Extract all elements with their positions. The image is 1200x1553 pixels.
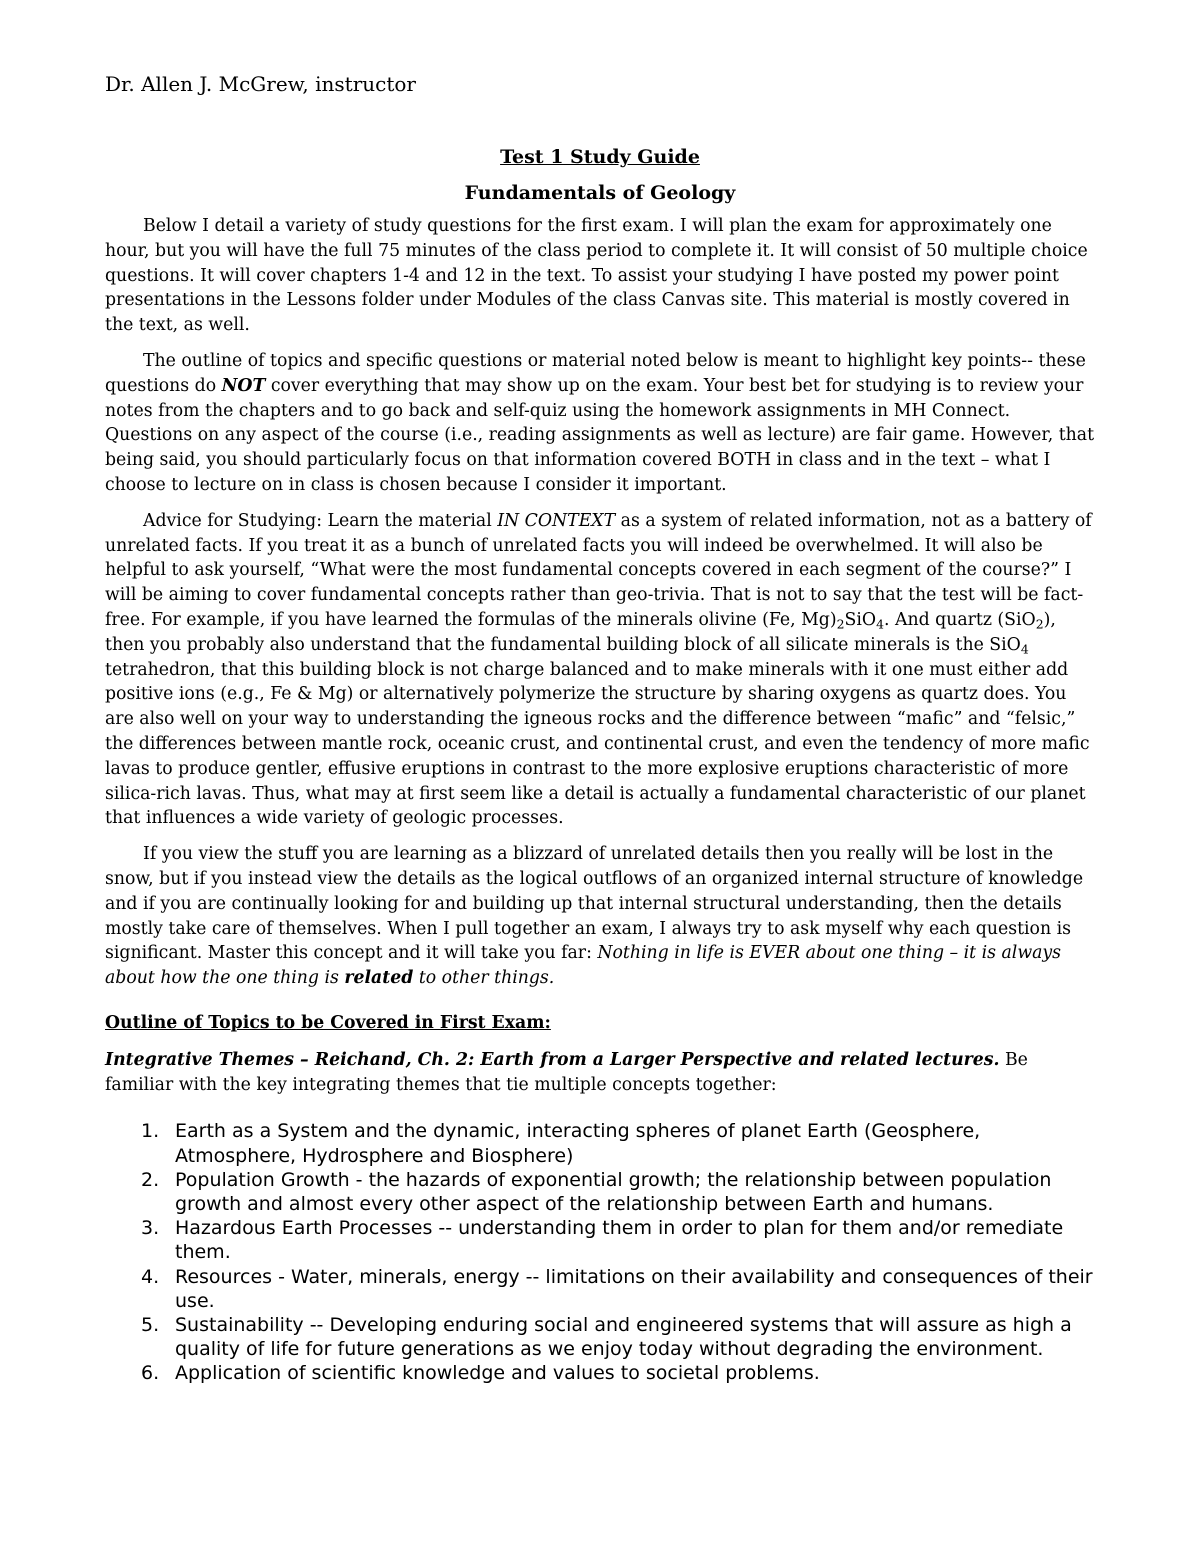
list-item-number: 2.: [141, 1168, 160, 1191]
themes-lead: Integrative Themes – Reichand, Ch. 2: Earth from a Larger Perspective and related lectures.: [105, 1049, 1000, 1070]
paragraph-text: cover everything that may show up on the exam. Your best bet for studying is to review your notes from the chapters and to go back and self-quiz using the homework assignments in MH Connect. Questions on any aspect of the course (i.e., reading assignments as well as lecture) are fair game. However, that being said, you should particularly focus on that information covered BOTH in class and in the text – what I choose to lecture on in class is chosen because I consider it important.: [105, 375, 1095, 495]
list-item-text: Hazardous Earth Processes -- understanding them in order to plan for them and/or remediate them.: [175, 1217, 1064, 1264]
list-item-text: Application of scientific knowledge and values to societal problems.: [175, 1362, 820, 1385]
paragraph-study-advice: [105, 509, 1095, 831]
subscript: 4: [876, 616, 884, 632]
document-subtitle: Fundamentals of Geology: [464, 182, 736, 204]
list-item: [105, 1168, 1095, 1216]
list-item: [105, 1361, 1095, 1385]
list-item-number: 5.: [141, 1313, 160, 1336]
paragraph-text: as a system of related information, not as a battery of unrelated facts. If you treat it as a bunch of unrelated facts you will indeed be overwhelmed. It will also be helpful to ask yourself, “What were the most fundamental concepts covered in each segment of the course?” I will be aiming to cover fundamental concepts rather than geo-trivia. That is not to say that the test will be fact-free. For example, if you have learned the formulas of the minerals olivine (Fe, Mg): [105, 510, 1092, 630]
list-item-text: Earth as a System and the dynamic, interacting spheres of planet Earth (Geosphere, Atmosphere, Hydrosphere and Biosphere): [175, 1120, 981, 1167]
document-title: [105, 144, 1095, 170]
paragraph-text: tetrahedron, that this building block is not charge balanced and to make minerals with it one must either add positive ions (e.g., Fe & Mg) or alternatively polymerize the structure by sharing oxygens as quartz does. You are also well on your way to understanding the igneous rocks and the difference between “mafic” and “felsic,” the differences between mantle rock, oceanic crust, and continental crust, and even the tendency of more mafic lavas to produce gentler, effusive eruptions in contrast to the more explosive eruptions characteristic of more silica-rich lavas. Thus, what may at first seem like a detail is actually a fundamental characteristic of our planet that influences a wide variety of geologic processes.: [105, 659, 1090, 829]
list-item-text: Population Growth - the hazards of exponential growth; the relationship between population growth and almost every other aspect of the relationship between Earth and humans.: [175, 1168, 1052, 1215]
list-item-number: 6.: [141, 1362, 160, 1385]
instructor-line: Dr. Allen J. McGrew, instructor: [105, 72, 416, 96]
paragraph-text: Advice for Studying: Learn the material: [143, 510, 498, 531]
paragraph-outline-purpose: [105, 349, 1095, 498]
outline-heading: Outline of Topics to be Covered in First Exam:: [105, 1012, 551, 1033]
list-item: [105, 1265, 1095, 1313]
emphasis-related: related: [344, 968, 414, 989]
themes-list: [105, 1119, 1095, 1385]
themes-rest: Be familiar with the key integrating themes that tie multiple concepts together:: [105, 1049, 1028, 1095]
subscript: 2: [836, 616, 845, 632]
list-item: [105, 1216, 1095, 1264]
emphasis-quote: Nothing in life is EVER about one thing – it is always about how the one thing is: [105, 943, 1062, 989]
paragraph-text: ), then you probably also understand that the fundamental building block of all silicate minerals is the SiO: [105, 609, 1056, 655]
themes-intro: [105, 1048, 1095, 1098]
list-item: [105, 1313, 1095, 1361]
document-title-text: Test 1 Study Guide: [500, 146, 700, 168]
paragraph-text: The outline of topics and specific questions or material noted below is meant to highlight key points-- these questions do: [105, 350, 1086, 396]
paragraph-text: If you view the stuff you are learning as a blizzard of unrelated details then you really will be lost in the snow, but if you instead view the details as the logical outflows of an organized internal structure of knowledge and if you are continually looking for and building up that internal structural understanding, then the details mostly take care of themselves. When I pull together an exam, I always try to ask myself why each question is significant. Master this concept and it will take you far:: [105, 844, 1084, 964]
subscript: 4: [1020, 641, 1029, 657]
list-item-number: 3.: [141, 1217, 160, 1240]
emphasis-not: NOT: [221, 375, 266, 396]
paragraph-text: . And quartz (SiO: [883, 609, 1036, 630]
list-item-text: Resources - Water, minerals, energy -- limitations on their availability and consequences of their use.: [175, 1265, 1093, 1312]
paragraph-text: SiO: [844, 609, 877, 630]
emphasis-quote-end: to other things.: [413, 968, 555, 989]
list-item-number: 4.: [141, 1265, 160, 1288]
paragraph-exam-overview: Below I detail a variety of study questions for the first exam. I will plan the exam for approximately one hour, but you will have the full 75 minutes of the class period to complete it. It will consist of 50 multiple choice questions. It will cover chapters 1-4 and 12 in the text. To assist your studying I have posted my power point presentations in the Lessons folder under Modules of the class Canvas site. This material is mostly covered in the text, as well.: [105, 216, 1088, 336]
subscript: 2: [1035, 616, 1044, 632]
list-item: [105, 1119, 1095, 1167]
emphasis-in-context: IN CONTEXT: [497, 510, 616, 531]
list-item-text: Sustainability -- Developing enduring social and engineered systems that will assure as high a quality of life for future generations as we enjoy today without degrading the environment.: [175, 1313, 1072, 1361]
list-item-number: 1.: [141, 1120, 160, 1143]
paragraph-big-picture: [105, 842, 1095, 991]
document-page: [105, 70, 1095, 1386]
